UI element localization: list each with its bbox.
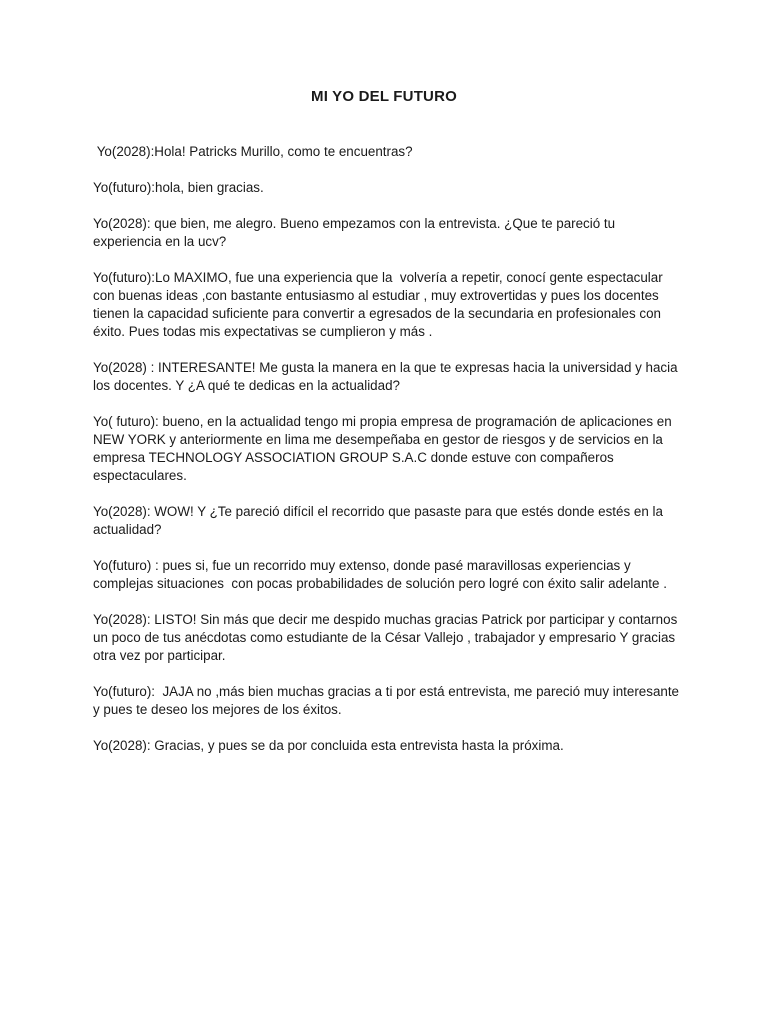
paragraph-9: Yo(2028): LISTO! Sin más que decir me despido muchas gracias Patrick por participar y contarnos un poco de tus anécdotas como estudiante de la César Vallejo , trabajador y empresario Y gracias otra vez por participar.: [93, 612, 681, 663]
document-body: [93, 143, 683, 773]
paragraph-4: Yo(futuro):Lo MAXIMO, fue una experiencia que la volvería a repetir, conocí gente espectacular con buenas ideas ,con bastante entusiasmo al estudiar , muy extrovertidas y pues los docentes tienen la capacidad suficiente para convertir a egresados de la secundaria en profesionales con éxito. Pues todas mis expectativas se cumplieron y más .: [93, 270, 667, 339]
paragraph-6: Yo( futuro): bueno, en la actualidad tengo mi propia empresa de programación de aplicaciones en NEW YORK y anteriormente en lima me desempeñaba en gestor de riesgos y de servicios en la empresa TECHNOLOGY ASSOCIATION GROUP S.A.C donde estuve con compañeros espectaculares.: [93, 414, 676, 483]
document-title: MI YO DEL FUTURO: [311, 88, 457, 105]
paragraph-5: Yo(2028) : INTERESANTE! Me gusta la manera en la que te expresas hacia la universidad y hacia los docentes. Y ¿A qué te dedicas en la actualidad?: [93, 360, 682, 393]
paragraph-8: Yo(futuro) : pues si, fue un recorrido muy extenso, donde pasé maravillosas experiencias y complejas situaciones con pocas probabilidades de solución pero logré con éxito salir adelante .: [93, 558, 667, 591]
paragraph-10: Yo(futuro): JAJA no ,más bien muchas gracias a ti por está entrevista, me pareció muy interesante y pues te deseo los mejores de los éxitos.: [93, 684, 683, 717]
paragraph-3: Yo(2028): que bien, me alegro. Bueno empezamos con la entrevista. ¿Que te pareció tu experiencia en la ucv?: [93, 216, 619, 249]
paragraph-1: Yo(2028):Hola! Patricks Murillo, como te encuentras?: [93, 144, 413, 159]
paragraph-11: Yo(2028): Gracias, y pues se da por concluida esta entrevista hasta la próxima.: [93, 738, 564, 753]
paragraph-2: Yo(futuro):hola, bien gracias.: [93, 180, 264, 195]
paragraph-7: Yo(2028): WOW! Y ¿Te pareció difícil el recorrido que pasaste para que estés donde estés en la actualidad?: [93, 504, 667, 537]
